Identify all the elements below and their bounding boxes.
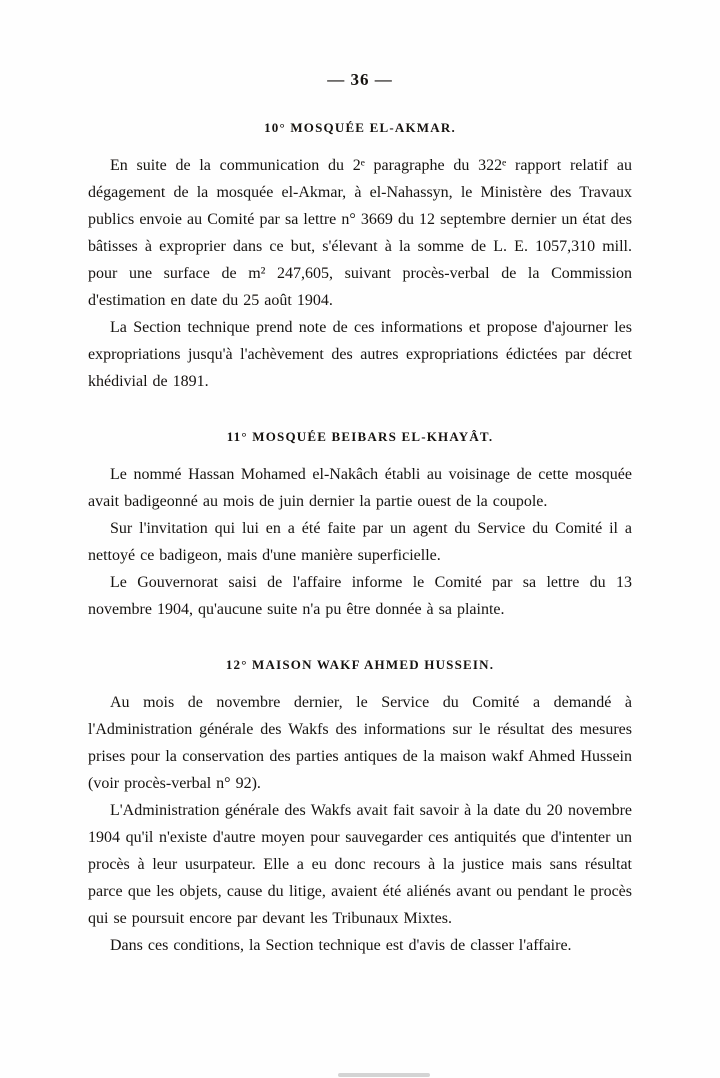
section-heading: 12° MAISON WAKF AHMED HUSSEIN. [225, 657, 495, 672]
paragraph: Sur l'invitation qui lui en a été faite par un agent du Service du Comité il a nettoyé ce badigeon, mais d'une manière superficielle. [88, 520, 632, 564]
page-number: — 36 — [327, 70, 393, 89]
paragraph: L'Administration générale des Wakfs avait fait savoir à la date du 20 novembre 1904 qu'il n'existe d'autre moyen pour sauvegarder ces antiquités que d'intenter un procès à leur usurpateur. Elle a eu donc recours à la justice mais sans résultat parce que les objets, cause du litige, avaient été aliénés avant ou pendant le procès qui se poursuit encore par devant les Tribunaux Mixtes. [88, 802, 632, 927]
paragraph: Au mois de novembre dernier, le Service du Comité a demandé à l'Administration générale des Wakfs des informations sur le résultat des mesures prises pour la conservation des parties antiques de la maison wakf Ahmed Hussein (voir procès-verbal n° 92). [88, 694, 632, 792]
section-11-mosquee-beibars-el-khayat [88, 429, 632, 623]
paragraph: En suite de la communication du 2ᵉ paragraphe du 322ᵉ rapport relatif au dégagement de la mosquée el-Akmar, à el-Nahassyn, le Ministère des Travaux publics envoie au Comité par sa lettre n° 3669 du 12 septembre dernier un état des bâtisses à exproprier dans ce but, s'élevant à la somme de L. E. 1057,310 mill. pour une surface de m² 247,605, suivant procès-verbal de la Commission d'estimation en date du 25 août 1904. [88, 157, 632, 309]
paragraph: Le Gouvernorat saisi de l'affaire informe le Comité par sa lettre du 13 novembre 1904, qu'aucune suite n'a pu être donnée à sa plainte. [88, 574, 632, 618]
paragraph: Dans ces conditions, la Section technique est d'avis de classer l'affaire. [110, 937, 572, 954]
section-heading: 11° MOSQUÉE BEIBARS EL-KHAYÂT. [226, 429, 494, 444]
paragraph: Le nommé Hassan Mohamed el-Nakâch établi au voisinage de cette mosquée avait badigeonné au mois de juin dernier la partie ouest de la coupole. [88, 466, 632, 510]
section-12-maison-wakf-ahmed-hussein [88, 657, 632, 959]
section-10-mosquee-el-akmar [88, 120, 632, 395]
section-heading: 10° MOSQUÉE EL-AKMAR. [264, 120, 456, 135]
scan-artifact [338, 1073, 430, 1077]
paragraph: La Section technique prend note de ces informations et propose d'ajourner les expropriations jusqu'à l'achèvement des autres expropriations édictées par décret khédivial de 1891. [88, 319, 632, 390]
